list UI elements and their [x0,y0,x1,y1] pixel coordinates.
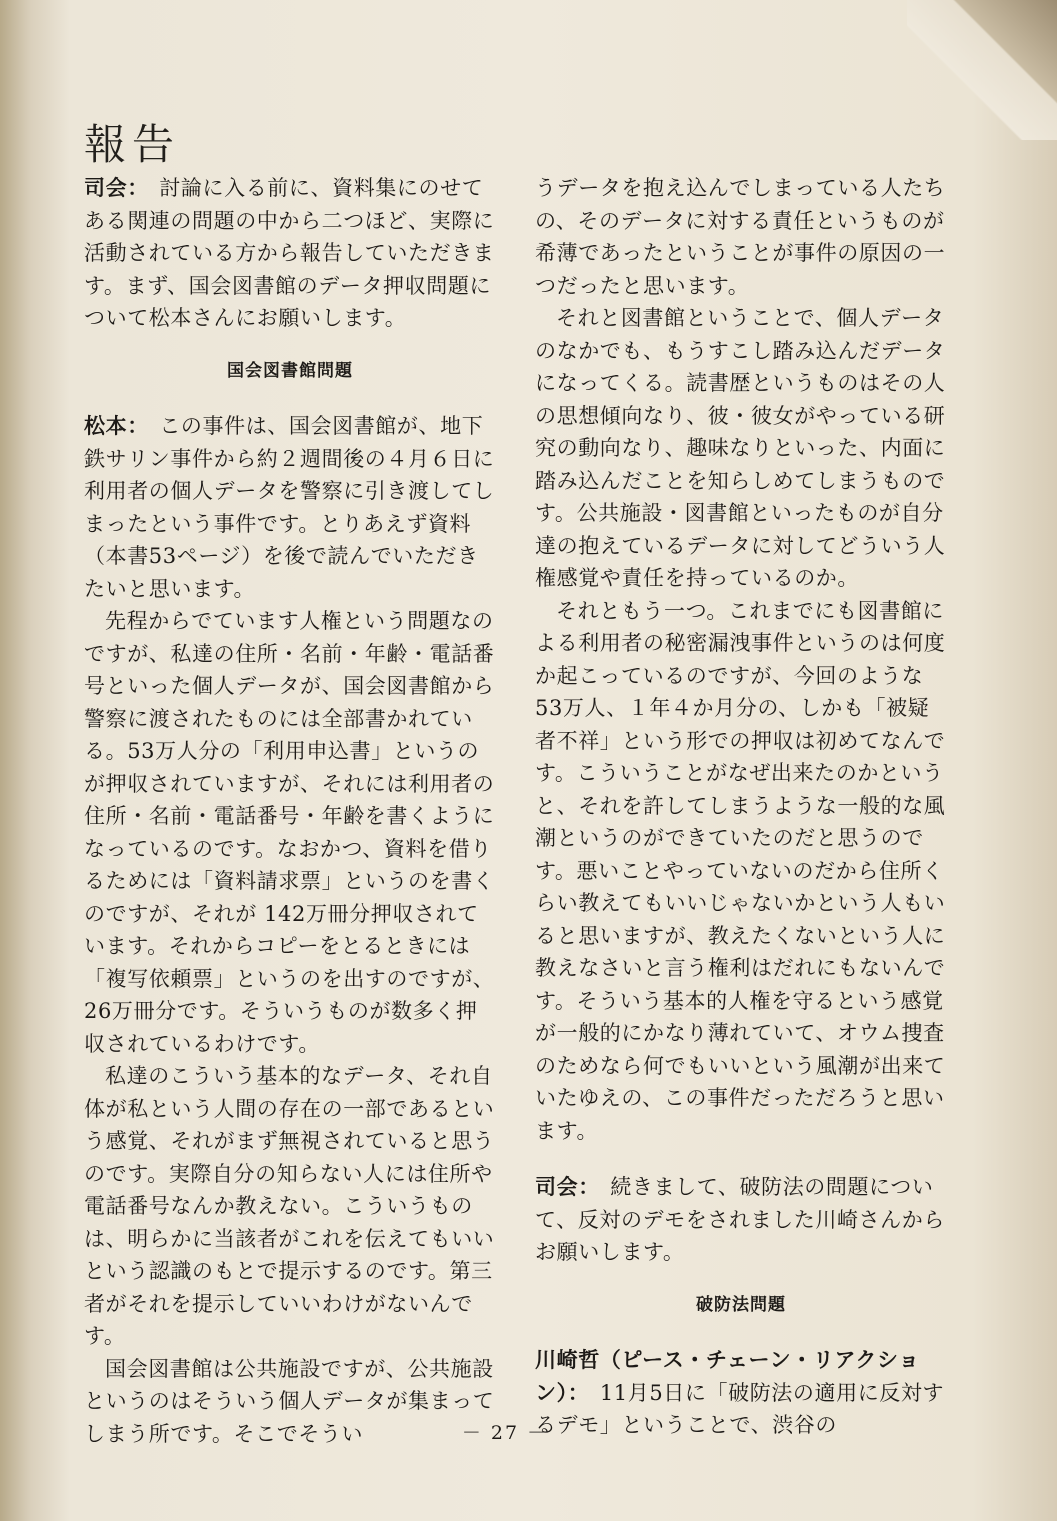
body-paragraph: 先程からでています人権という問題なのですが、私達の住所・名前・年齢・電話番号といった個人データが、国会図書館から警察に渡されたものには全部書かれている。53万人分の「利用申込書」というのが押収されていますが、それには利用者の住所・名前・電話番号・年齢を書くようになっているのです。なおかつ、資料を借りるためには「資料請求票」というのを書くのですが、それが 142万冊分押収されています。それからコピーをとるときには「複写依頼票」というのを出すのですが、26万冊分です。そういうものが数多く押収されているわけです。 [84,609,495,1056]
moderator-text: 続きまして、破防法の問題について、反対のデモをされました川崎さんからお願いします。 [535,1175,945,1264]
moderator-paragraph [535,1171,947,1269]
folded-corner [907,0,1057,140]
body-paragraph: 私達のこういう基本的なデータ、それ自体が私という人間の存在の一部であるという感覚、それがまず無視されていると思うのです。実際自分の知らない人には住所や電話番号なんか教えない。こういうものは、明らかに当該者がこれを伝えてもいいという認識のもとで提示するのです。第三者がそれを提示していいわけがないんです。 [84,1064,495,1348]
matsumoto-paragraph [84,410,496,605]
intro-paragraph [84,172,496,335]
speaker-label: 松本： [84,413,149,438]
body-paragraph: それともう一つ。これまでにも図書館による利用者の秘密漏洩事件というのは何度か起こっているのですが、今回のような53万人、１年４か月分の、しかも「被疑者不祥」という形での押収は初めてなんです。こういうことがなぜ出来たのかというと、それを許してしまうような一般的な風潮というのができていたのだと思うのです。悪いことやっていないのだから住所くらい教えてもいいじゃないかという人もいると思いますが、教えたくないという人に教えなさいと言う権利はだれにもないんです。そういう基本的人権を守るという感覚が一般的にかなり薄れていて、オウム捜査のためなら何でもいいという風潮が出来ていたゆえの、この事件だっただろうと思います。 [535,598,946,1143]
page-title: 報告 [84,120,181,169]
body-paragraph: それと図書館ということで、個人データのなかでも、もうすこし踏み込んだデータになってくる。読書歴というものはその人の思想傾向なり、彼・彼女がやっている研究の動向なり、趣味なりといった、内面に踏み込んだことを知らしめてしまうものです。公共施設・図書館といったものが自分達の抱えているデータに対してどういう人権感覚や責任を持っているのか。 [535,306,946,590]
left-column [84,172,496,1450]
spacer [535,1147,947,1171]
section-heading-ndl: 国会図書館問題 [227,360,353,381]
intro-text: 討論に入る前に、資料集にのせてある関連の問題の中から二つほど、実際に活動されている方から報告していただきます。まず、国会図書館のデータ押収問題について松本さんにお願いします。 [84,176,495,330]
speaker-label: 川崎哲（ピース・チェーン・リアクション）： [535,1347,920,1405]
speaker-label: 司会： [535,1174,600,1199]
kawasaki-text: 11月5日に「破防法の適用に反対するデモ」ということで、渋谷の [535,1380,945,1437]
section-heading-hahoho: 破防法問題 [696,1294,786,1315]
right-column [535,172,947,1442]
speaker-label: 司会： [84,175,149,200]
matsumoto-text: この事件は、国会図書館が、地下鉄サリン事件から約２週間後の４月６日に利用者の個人データを警察に引き渡してしまったという事件です。とりあえず資料（本書53ページ）を後で読んでいただきたいと思います。 [84,414,495,601]
continuation-paragraph: うデータを抱え込んでしまっている人たちの、そのデータに対する責任というものが希薄であったということが事件の原因の一つだったと思います。 [535,176,946,298]
body-paragraph: 国会図書館は公共施設ですが、公共施設というのはそういう個人データが集まってしまう所です。そこでそうい [84,1356,495,1446]
page-number: － 27 － [461,1422,549,1444]
